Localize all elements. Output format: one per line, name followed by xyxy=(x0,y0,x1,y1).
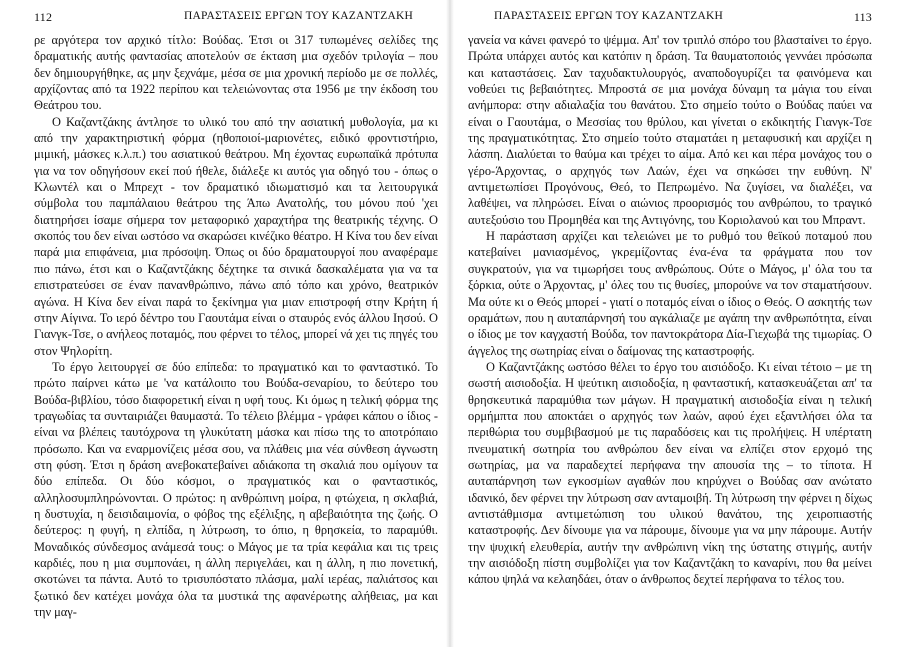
page-header xyxy=(468,10,872,28)
running-title: ΠΑΡΑΣΤΑΣΕΙΣ ΕΡΓΩΝ ΤΟΥ ΚΑΖΑΝΤΖΑΚΗ xyxy=(494,10,723,22)
paragraph: Η παράσταση αρχίζει και τελειώνει με το ρυθμό του θεϊκού ποταμού που κατεβαίνει μανιασμένος, γκρεμίζοντας ένα-ένα τα φράγματα που τον συγκρατούν, για να τιμωρήσει τους ανθρώπους. Ούτε ο Μάγος, μ' όλα του τα ξόρκια, ούτε ο Άρχοντας, μ' όλες του τις θυσίες, μπορούνε να τον σταματήσουν. Μα ούτε κι ο Θεός μπορεί - γιατί ο ποταμός είναι ο ίδιος ο Θεός. Ο ασκητής των οραμάτων, που η αυταπάρνησή του αγκάλιαζε με αγάπη την ανθρωπότητα, είναι ο ίδιος με τον καγχαστή Βούδα, τον παντοκράτορα Δία-Γιεχωβά της τιμωρίας. Ο άγγελος της σωτηρίας είναι ο δαίμονας της καταστροφής. xyxy=(468,229,872,358)
page-header xyxy=(34,10,438,28)
right-page xyxy=(452,0,900,647)
paragraph: Ο Καζαντζάκης άντλησε το υλικό του από την ασιατική μυθολογία, μα κι από την χαρακτηριστική φόρμα (ηθοποιοί-μαριονέτες, ειδικό φροντιστήριο, μιμική, μάσκες κ.λ.π.) του ασιατικού θεάτρου. Μη έχοντας ευρωπαϊκά πρότυπα για να τον οδηγήσουν εκεί πού ήθελε, διάλεξε κι αυτός για οδηγό του - όπως ο Κλωντέλ και ο Μπρεχτ - τον δραματικό ιδιωματισμό και τα λειτουργικά σύμβολα του παμπάλαιου θεάτρου της Άπω Ανατολής, του μόνου πού 'χει διατηρήσει ίσαμε σήμερα τον μεταφορικό χαραχτήρα της θεατρικής τέχνης. Ο σκοπός του δεν είναι ωστόσο να σκαρώσει κινέζικο θέατρο. Η Κίνα του δεν είναι παρά μια επιφάνεια, μια πρόσοψη. Όπως οι δύο δραματουργοί που αναφέραμε πιο πάνω, έτσι και ο Καζαντζάκης δέχτηκε τα σινικά δασκαλέματα για να τα επιστρατεύσει σε έναν πανανθρώπινο, πάνω από τόπο και χρόνο, θεατρικόν αγώνα. Η Κίνα δεν είναι παρά το ξεκίνημα για μιαν επιστροφή στην Κρήτη ή στην Αίγινα. Το ιερό δέντρο του Γαουτάμα είναι ο σταυρός ενός άλλου Ιησού. Ο Γιανγκ-Τσε, ο ανήλεος ποταμός, που φέρνει το τέλος, μπορεί νά χει τις πηγές του στον Ψηλορίτη. xyxy=(34,114,438,358)
paragraph: ρε αργότερα τον αρχικό τίτλο: Βούδας. Έτσι οι 317 τυπωμένες σελίδες της δραματικής αυτής φαντασίας αποτελούν σε έκταση μια σχεδόν τριλογία – που δεν δημιουργήθηκε, ας μην ξεχνάμε, μέσα σε μια χρονική περίοδο με σε πολλές, αρχίζοντας από τα 1922 περίπου και τελειώνοντας στα 1956 με την έκδοση του Θεάτρου του. xyxy=(34,33,438,113)
left-page xyxy=(0,0,448,647)
running-title: ΠΑΡΑΣΤΑΣΕΙΣ ΕΡΓΩΝ ΤΟΥ ΚΑΖΑΝΤΖΑΚΗ xyxy=(184,10,413,22)
body-text xyxy=(468,32,872,588)
paragraph: γανεία να κάνει φανερό το ψέμμα. Απ' τον τριπλό σπόρο του βλασταίνει το έργο. Πρώτα υπάρχει αυτός και κατόπιν η δράση. Τα θαυματοποιός γεννάει πρόσωπα και καταστάσεις. Σαν ταχυδακτυλουργός, αναποδογυρίζει τα φαινόμενα και νοθεύει τις βεβαιότητες. Μπροστά σε μια μονάχα δύναμη τα μάγια του είναι ανήμπορα: στην αδιαλαξία του θανάτου. Στο σημείο τούτο ο Βούδας παύει να είναι ο Γαουτάμα, ο Μεσσίας του θρύλου, και γίνεται ο εκδικητής Γιανγκ-Τσε της πραγματικότητας. Στο σημείο τούτο σταματάει η μεταφυσική και αρχίζει η λάσπη. Διαλύεται το θαύμα και τρέχει το αίμα. Από κει και πέρα μονάχος του ο γέρο-Άρχοντας, ο αρχηγός των Λαών, έχει να σηκώσει την ευθύνη. Ν' αντιμετωπίσει Προγόνους, Θεό, το Πεπρωμένο. Να ζυγίσει, να διαλέξει, να λαθέψει, να πληρώσει. Είναι ο αιώνιος προορισμός του ανθρώπου, το τραγικό αυτεξούσιο του Προμηθέα και της Αντιγόνης, του Κοριολανού και του Μπραντ. xyxy=(468,33,872,227)
body-text xyxy=(34,32,438,620)
paragraph: Ο Καζαντζάκης ωστόσο θέλει το έργο του αισιόδοξο. Κι είναι τέτοιο – με τη σωστή αισιοδοξία. Η ψεύτικη αισιοδοξία, η φανταστική, κατασκευάζεται απ' τα θρησκευτικά παραμύθια των μάγων. Η πραγματική αισιοδοξία είναι η τελική ορμήμπτα που αποκτάει ο αρχηγός των λαών, αφού έχει εξαντλήσει όλα τα περιθώρια του συμβιβασμού με τις παραδόσεις και τις προλήψεις. Η υπέρτατη πνευματική σωτηρία του ανθρώπου δεν είναι να ελπίζει στον ερχομό της σωτηρίας, μα να παραδεχτεί περήφανα την απουσία της – το τίποτα. Η αυταπάρνηση των εγκοσμίων αγαθών που κηρύχνει ο Βούδας σαν ανώτατο ιδανικό, δεν φέρνει την λύτρωση σαν ανταμοιβή. Τη λύτρωση την φέρνει η δίχως αντιστάθμισμα αντιμετώπιση του υλικού θανάτου, της χειροπιαστής καταστροφής. Δεν δίνουμε για να πάρουμε, δίνουμε για να μην πάρουμε. Αυτήν την ψυχική ελευθερία, αυτήν την ανθρώπινη νίκη της ύστατης στιγμής, αυτήν την αισιόδοξη πίστη συμβολίζει για τον Καζαντζάκη το καναρίνι, που θα μείνει κάπου ψηλά να κελαηδάει, όταν ο άνθρωπος δεχτεί περήφανα το τέλος του. xyxy=(468,359,872,587)
page-number: 112 xyxy=(34,10,53,24)
page-number: 113 xyxy=(853,10,872,24)
paragraph: Το έργο λειτουργεί σε δύο επίπεδα: το πραγματικό και το φανταστικό. Το πρώτο παίρνει κάτω με 'να κατάλοιπο του Βούδα-σεναρίου, το δεύτερο του Βούδα-βιβλίου, τόσο διαφορετική είναι η υφή τους. Κι όμως η τελική φόρμα της τραγωδίας τα συνταιριάζει θαυμαστά. Το τέλειο βλέμμα - γράφει κάπου ο ίδιος - είναι να βλέπεις ταυτόχρονα τη γλυκύτατη μάσκα και πίσω της το αποτρόπαιο πρόσωπο. Και να εναρμονίζεις μέσα σου, να πλάθεις μια νέα σύνθεση άγνωστη στη φύση. Έτσι η δράση ανεβοκατεβαίνει αδιάκοπα τη σκαλιά που ομίγουν τα δύο επίπεδα. Οι δύο κόσμοι, ο πραγματικός και ο φανταστικός, αλληλοσυμπληρώνονται. Ο πρώτος: η ανθρώπινη μοίρα, η φτώχεια, η σκλαβιά, η δυστυχία, η δεισιδαιμονία, ο φόβος της εξέλιξης, η αβεβαιότητα της ζωής. Ο δεύτερος: η φυγή, η ελπίδα, η λύτρωση, το όπιο, η θρησκεία, το παραμύθι. Μοναδικός σύνδεσμος ανάμεσά τους: ο Μάγος με τα τρία κεφάλια και τις τρεις καρδιές, που η μια συμπονάει, η άλλη περιγελάει, και η άλλη, η πιο πονετική, σκοτώνει τα πάντα. Αυτό το τρισυπόστατο πλάσμα, μαλί ιερέας, παλιάτσος και ξωτικό δεν κατέχει μονάχα όλα τα μυστικά της αφανέρωτης αλήθειας, μα και την μαγ- xyxy=(34,359,438,620)
